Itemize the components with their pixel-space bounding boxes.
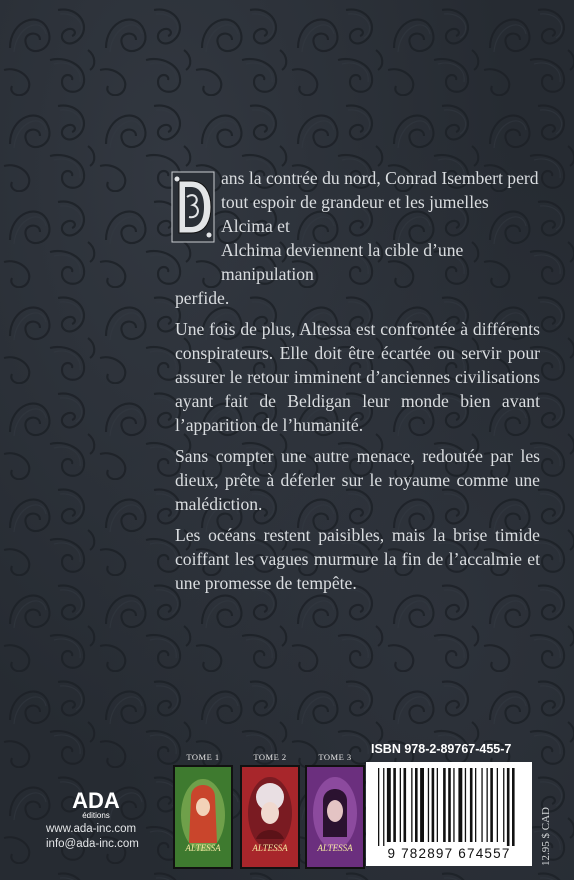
publisher-contact — [46, 822, 139, 852]
back-cover-blurb — [175, 166, 540, 602]
logo-sub: éditions — [82, 811, 110, 820]
book-title: ALTESSA — [252, 843, 288, 853]
barcode-digits: 9 782897 674557 — [387, 846, 511, 861]
blurb-line: ans la contrée du nord, Conrad Isembert perd — [221, 168, 539, 188]
ada-publisher-logo — [60, 786, 132, 820]
isbn-barcode — [366, 762, 532, 866]
price-label: 12.95 $ CAD — [540, 807, 552, 866]
book-cover-thumbnail-tome-1 — [173, 765, 233, 869]
book-title: ALTESSA — [317, 843, 353, 853]
ornamental-dropcap-d — [171, 171, 215, 243]
logo-text: ADA — [72, 788, 120, 813]
tome-label-3: TOME 3 — [318, 752, 352, 762]
blurb-paragraph-3: Sans compter une autre menace, redoutée par les dieux, prête à déferler sur le royaume comme une malédiction. — [175, 446, 540, 514]
blurb-line: tout espoir de grandeur et les jumelles Alcima et — [221, 192, 489, 236]
blurb-paragraph-2: Une fois de plus, Altessa est confrontée à différents conspirateurs. Elle doit être écartée ou servir pour assurer le retour imminent d’anciennes civilisations ayant fait de Beldigan leur monde bien avant l’apparition de l’humanité. — [175, 319, 540, 435]
blurb-paragraph-4: Les océans restent paisibles, mais la brise timide coiffant les vagues murmure la fin de l’accalmie et une promesse de tempête. — [175, 525, 540, 593]
book-cover-thumbnail-tome-2 — [240, 765, 300, 869]
isbn-label: ISBN 978-2-89767-455-7 — [371, 742, 512, 756]
blurb-paragraph-1 — [175, 166, 540, 310]
blurb-line: Alchima deviennent la cible d’une manipulation — [221, 240, 464, 284]
barcode-bars — [366, 762, 532, 846]
blurb-line: perfide. — [175, 288, 230, 308]
publisher-email: info@ada-inc.com — [46, 838, 139, 850]
tome-label-2: TOME 2 — [253, 752, 287, 762]
publisher-website: www.ada-inc.com — [46, 823, 137, 835]
book-title: ALTESSA — [185, 843, 221, 853]
book-cover-thumbnail-tome-3 — [305, 765, 365, 869]
tome-label-1: TOME 1 — [186, 752, 220, 762]
